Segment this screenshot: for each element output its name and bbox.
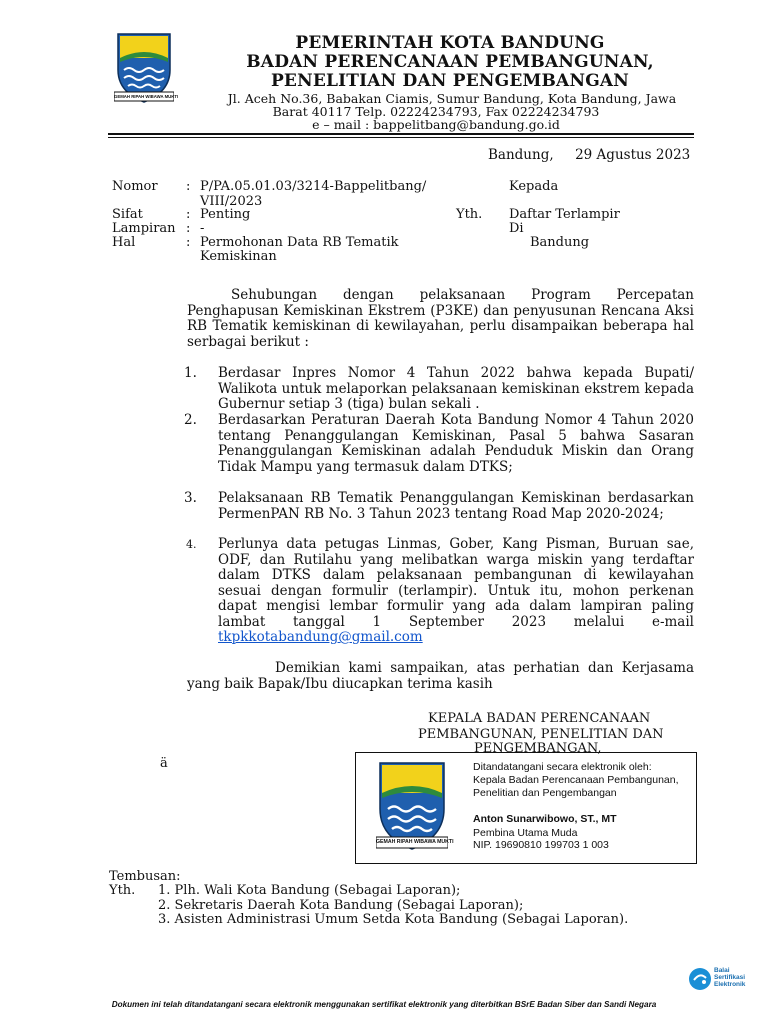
signature-box-line-3: Penelitian dan Pengembangan — [473, 787, 617, 799]
list-item-text — [218, 537, 694, 646]
signatory-nip: NIP. 19690810 199703 1 003 — [473, 839, 609, 851]
header-agency-name-1: BADAN PERENCANAAN PEMBANGUNAN, — [246, 52, 654, 72]
list-item-text: Berdasar Inpres Nomor 4 Tahun 2022 bahwa kepada Bupati/ Walikota untuk melaporkan pelaksanaan kemiskinan ekstrem kepada Gubernur setiap 3 (tiga) bulan sekali . — [218, 365, 694, 412]
bsre-text-2: Sertifikasi — [714, 974, 746, 981]
electronic-signature-box — [355, 752, 697, 864]
tembusan-label: Tembusan: — [109, 869, 181, 884]
tembusan-item: 3. Asisten Administrasi Umum Setda Kota Bandung (Sebagai Laporan). — [158, 912, 629, 927]
recipient-city: Bandung — [530, 235, 590, 250]
recipient-yth: Yth. — [456, 207, 483, 222]
recipient-daftar: Daftar Terlampir — [509, 207, 620, 222]
list-item-number: 3. — [184, 490, 197, 506]
signature-emblem-logo — [376, 759, 454, 855]
tembusan-yth: Yth. — [109, 883, 136, 898]
hal-value-2: Kemiskinan — [200, 249, 277, 264]
lampiran-colon: : — [186, 221, 191, 236]
bsre-icon — [688, 967, 712, 991]
contact-email-link[interactable]: tkpkkotabandung@gmail.com — [218, 629, 423, 645]
signature-box-line-2: Kepala Badan Perencanaan Pembangunan, — [473, 774, 679, 786]
city-emblem-logo — [114, 30, 179, 106]
stray-character: ä — [160, 756, 168, 771]
bsre-text-1: Balai — [714, 967, 730, 974]
signatory-name: Anton Sunarwibowo, ST., MT — [473, 813, 617, 825]
sifat-colon: : — [186, 207, 191, 222]
list-item-number: 4. — [186, 538, 197, 551]
signatory-title-2: PEMBANGUNAN, PENELITIAN DAN — [418, 727, 664, 742]
header-address-2: Barat 40117 Telp. 02224234793, Fax 02224234793 — [272, 104, 600, 119]
hal-colon: : — [186, 235, 191, 250]
recipient-di: Di — [509, 221, 524, 236]
closing-paragraph: Demikian kami sampaikan, atas perhatian dan Kerjasama yang baik Bapak/Ibu diucapkan terima kasih — [187, 660, 694, 692]
footer-e-signature-notice: Dokumen ini telah ditandatangani secara elektronik menggunakan sertifikat elektronik yang diterbitkan BSrE Badan Siber dan Sandi Negara — [111, 1000, 657, 1009]
body-intro-paragraph: Sehubungan dengan pelaksanaan Program Percepatan Penghapusan Kemiskinan Ekstrem (P3KE) dan penyusunan Rencana Aksi RB Tematik kemiskinan di kewilayahan, perlu disampaikan beberapa hal serbagai berikut : — [187, 287, 694, 350]
signature-logo-banner-text: GEMAH RIPAH WIBAWA MUKTI — [376, 839, 454, 845]
header-email: e – mail : bappelitbang@bandung.go.id — [312, 117, 560, 132]
list-item-text: Berdasarkan Peraturan Daerah Kota Bandung Nomor 4 Tahun 2020 tentang Penanggulangan Kemiskinan, Pasal 5 bahwa Sasaran Penanggulangan Kemiskinan adalah Penduduk Miskin dan Orang Tidak Mampu yang termasuk dalam DTKS; — [218, 412, 694, 475]
signatory-rank: Pembina Utama Muda — [473, 827, 578, 839]
nomor-value-1: P/PA.05.01.03/3214-Bappelitbang/ — [200, 179, 427, 194]
list-item-text-body: Perlunya data petugas Linmas, Gober, Kang Pisman, Buruan sae, ODF, dan Rutilahu yang melibatkan warga miskin yang terdaftar dalam DTKS dalam pelaksanaan pembangunan di kewilayahan sesuai dengan formulir (terlampir). Untuk itu, mohon perkenan dapat mengisi lembar formulir yang ada dalam lampiran paling lambat tanggal 1 September 2023 melalui e-mail — [218, 536, 694, 630]
nomor-colon: : — [186, 179, 191, 194]
recipient-kepada: Kepada — [509, 179, 559, 194]
bsre-logo — [688, 965, 758, 993]
header-divider-thin — [108, 137, 694, 138]
signatory-title-3: PENGEMBANGAN, — [474, 741, 602, 756]
header-government-name: PEMERINTAH KOTA BANDUNG — [295, 33, 605, 53]
hal-label: Hal — [112, 235, 136, 250]
list-item-number: 1. — [184, 365, 197, 381]
bsre-text-3: Elektronik — [714, 981, 746, 988]
nomor-value-2: VIII/2023 — [200, 194, 263, 209]
lampiran-value: - — [200, 221, 205, 236]
sifat-label: Sifat — [112, 207, 143, 222]
lampiran-label: Lampiran — [112, 221, 176, 236]
list-item-number: 2. — [184, 412, 197, 428]
tembusan-item: 1. Plh. Wali Kota Bandung (Sebagai Laporan); — [158, 883, 461, 898]
tembusan-item: 2. Sekretaris Daerah Kota Bandung (Sebagai Laporan); — [158, 898, 524, 913]
signatory-title-1: KEPALA BADAN PERENCANAAN — [428, 711, 651, 726]
list-item-text: Pelaksanaan RB Tematik Penanggulangan Kemiskinan berdasarkan PermenPAN RB No. 3 Tahun 2023 tentang Road Map 2020-2024; — [218, 490, 694, 522]
header-agency-name-2: PENELITIAN DAN PENGEMBANGAN — [270, 71, 630, 91]
nomor-label: Nomor — [112, 179, 158, 194]
sifat-value: Penting — [200, 207, 251, 222]
letter-date: Bandung, 29 Agustus 2023 — [488, 147, 691, 163]
logo-banner-text: GEMAH RIPAH WIBAWA MUKTI — [114, 94, 179, 99]
signature-box-line-1: Ditandatangani secara elektronik oleh: — [473, 761, 652, 773]
hal-value-1: Permohonan Data RB Tematik — [200, 235, 399, 250]
header-divider-thick — [108, 133, 694, 135]
header-address-1: Jl. Aceh No.36, Babakan Ciamis, Sumur Bandung, Kota Bandung, Jawa — [227, 91, 677, 106]
